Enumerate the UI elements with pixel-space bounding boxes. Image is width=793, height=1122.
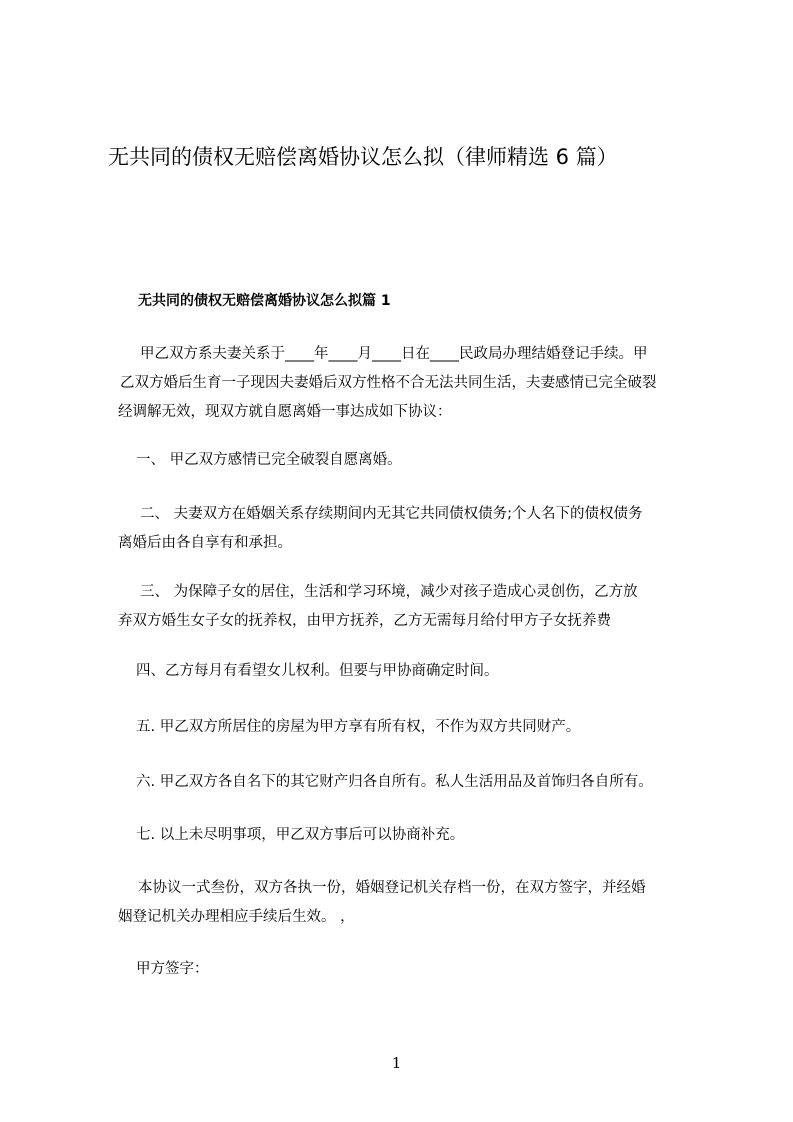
paragraph-closing xyxy=(118,874,708,932)
section-heading: 无共同的债权无赔偿离婚协议怎么拟篇 1 xyxy=(138,293,391,309)
paragraph-line: 离婚后由各自享有和承担。 xyxy=(118,535,292,551)
paragraph-line: 本协议一式叁份，双方各执一份，婚姻登记机关存档一份，在双方签字，并经婚 xyxy=(138,880,646,896)
paragraph-line: 姻登记机关办理相应手续后生效。 ， xyxy=(118,909,355,925)
signature-party-a xyxy=(118,955,708,984)
clause-3 xyxy=(118,578,708,636)
clause-4 xyxy=(118,657,708,686)
paragraph-line: 四、乙方每月有看望女儿权利。但要与甲协商确定时间。 xyxy=(136,663,499,679)
paragraph-line: 弃双方婚生女子女的抚养权，由甲方抚养，乙方无需每月给付甲方子女抚养费 xyxy=(118,613,611,629)
paragraph-intro xyxy=(118,340,708,427)
paragraph-line: 七. 以上未尽明事项，甲乙双方事后可以协商补充。 xyxy=(136,827,465,843)
paragraph-line: 经调解无效，现双方就自愿离婚一事达成如下协议： xyxy=(118,404,452,420)
paragraph-line: 六. 甲乙双方各自名下的其它财产归各自所有。私人生活用品及首饰归各自所有。 xyxy=(136,774,653,790)
paragraph-line: 甲方签字： xyxy=(136,961,209,977)
document-title: 无共同的债权无赔偿离婚协议怎么拟（律师精选 6 篇） xyxy=(108,145,618,169)
clause-2 xyxy=(118,500,708,558)
clause-6 xyxy=(118,768,708,797)
clause-7 xyxy=(118,821,708,850)
paragraph-line: 甲乙双方系夫妻关系于____年____月____日在____民政局办理结婚登记手续。甲 xyxy=(140,346,648,362)
clause-1 xyxy=(118,446,708,475)
paragraph-line: 三、 为保障子女的居住，生活和学习环境，减少对孩子造成心灵创伤，乙方放 xyxy=(140,584,638,600)
paragraph-line: 一、 甲乙双方感情已完全破裂自愿离婚。 xyxy=(136,452,402,468)
clause-5 xyxy=(118,713,708,742)
paragraph-line: 五. 甲乙双方所居住的房屋为甲方享有所有权，不作为双方共同财产。 xyxy=(136,719,581,735)
paragraph-line: 二、 夫妻双方在婚姻关系存续期间内无其它共同债权债务;个人名下的债权债务 xyxy=(140,506,643,522)
paragraph-line: 乙双方婚后生育一子现因夫妻婚后双方性格不合无法共同生活，夫妻感情已完全破裂 xyxy=(120,375,657,391)
page-number: 1 xyxy=(391,1054,402,1072)
